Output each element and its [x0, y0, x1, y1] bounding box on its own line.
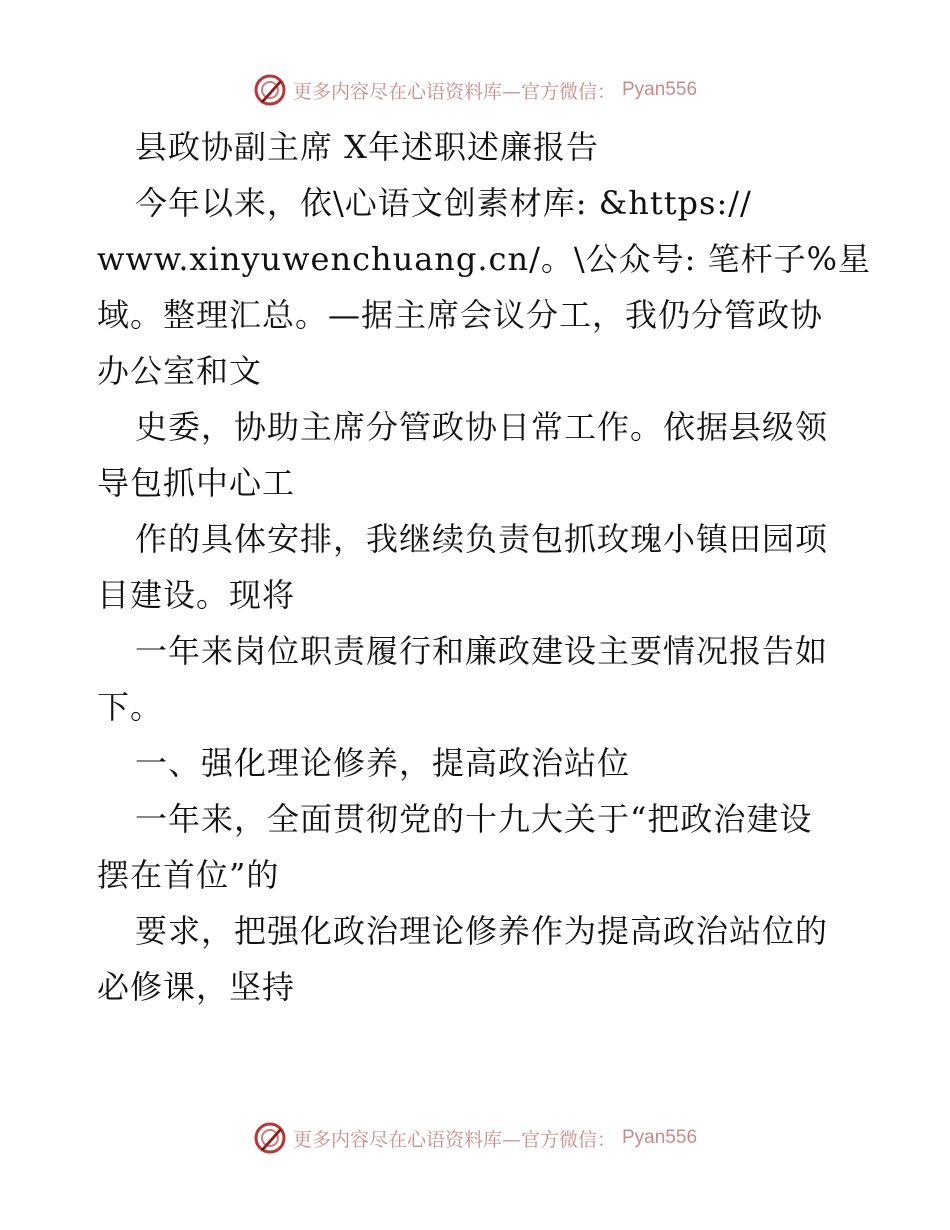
footer-wechat-id: Pyan556 — [622, 1127, 698, 1148]
header-wechat-id: Pyan556 — [622, 79, 698, 100]
section-heading: 一、强化理论修养，提高政治站位 — [135, 744, 631, 782]
pen-logo-icon — [253, 73, 287, 107]
footer-banner — [0, 1118, 950, 1158]
text-line: 导包抓中心工 — [97, 464, 296, 502]
header-banner-text: 更多内容尽在心语资料库—官方微信： — [292, 80, 616, 103]
text-line: 史委，协助主席分管政协日常工作。依据县级领 — [135, 408, 829, 446]
text-line: 目建设。现将 — [97, 576, 296, 614]
text-line: 一年来岗位职责履行和廉政建设主要情况报告如 — [135, 632, 829, 670]
footer-banner-text: 更多内容尽在心语资料库—官方微信： — [292, 1128, 616, 1151]
text-line: 作的具体安排，我继续负责包抓玫瑰小镇田园项 — [135, 520, 829, 558]
text-line: 摆在首位”的 — [97, 856, 280, 894]
text-line: 下。 — [97, 688, 164, 726]
text-line: www.xinyuwenchuang.cn/。\公众号: 笔杆子%星 — [97, 240, 872, 278]
text-line: 必修课，坚持 — [97, 968, 296, 1006]
text-line: 一年来，全面贯彻党的十九大关于“把政治建设 — [135, 800, 813, 838]
text-line: 今年以来，依\心语文创素材库: &https:// — [135, 184, 752, 222]
document-title: 县政协副主席 X年述职述廉报告 — [135, 128, 599, 166]
document-body — [97, 119, 872, 1015]
pen-logo-icon — [253, 1121, 287, 1155]
text-line: 要求，把强化政治理论修养作为提高政治站位的 — [135, 912, 829, 950]
text-line: 办公室和文 — [97, 352, 263, 390]
header-banner — [0, 70, 950, 110]
text-line: 域。整理汇总。—据主席会议分工，我仍分管政协 — [97, 296, 824, 334]
